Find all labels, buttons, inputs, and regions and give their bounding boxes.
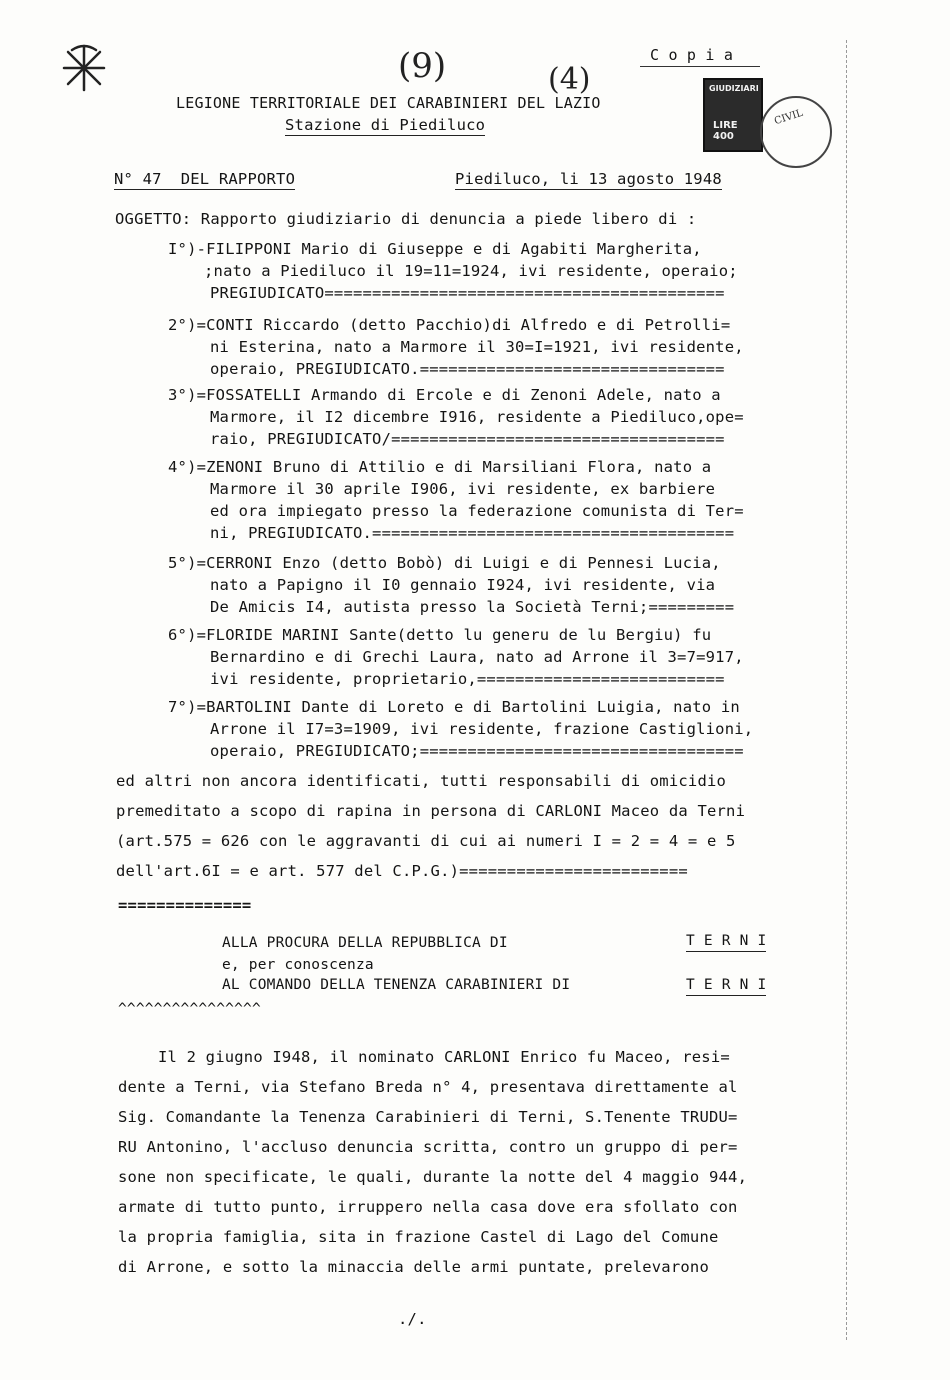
entry-line: De Amicis I4, autista presso la Società Terni;=========: [210, 598, 735, 616]
charge-line: premeditato a scopo di rapina in persona di CARLONI Maceo da Terni: [116, 802, 746, 820]
report-number: N° 47 DEL RAPPORTO: [114, 170, 296, 188]
entry-line: ni, PREGIUDICATO.======================================: [210, 524, 735, 542]
entry-line: ;nato a Piediluco il 19=11=1924, ivi residente, operaio;: [204, 262, 738, 280]
stamp-value: LIRE 400: [713, 120, 738, 142]
charge-end-rule: ==============: [118, 896, 252, 914]
body-line: Sig. Comandante la Tenenza Carabinieri di Terni, S.Tenente TRUDU=: [118, 1108, 738, 1126]
addressee-prosecutor: ALLA PROCURA DELLA REPUBBLICA DI: [222, 935, 508, 951]
entry-line: I°)-FILIPPONI Mario di Giuseppe e di Agabiti Margherita,: [168, 240, 702, 258]
entry-line: 5°)=CERRONI Enzo (detto Bobò) di Luigi e di Pennesi Lucia,: [168, 554, 721, 572]
continuation-mark: ./.: [398, 1310, 427, 1328]
entry-line: PREGIUDICATO==========================================: [210, 284, 725, 302]
charge-line: ed altri non ancora identificati, tutti responsabili di omicidio: [116, 772, 727, 790]
entry-line: ivi residente, proprietario,==========================: [210, 670, 725, 688]
report-place-date: Piediluco, li 13 agosto 1948: [455, 170, 722, 188]
entry-line: Marmore, il I2 dicembre I916, residente a Piediluco,ope=: [210, 408, 744, 426]
body-line: armate di tutto punto, irruppero nella casa dove era sfollato con: [118, 1198, 738, 1216]
entry-line: nato a Papigno il I0 gennaio I924, ivi residente, via: [210, 576, 716, 594]
asterisk-mark-icon: [58, 42, 110, 94]
addressee-city-1: T E R N I: [686, 932, 766, 952]
entry-line: 3°)=FOSSATELLI Armando di Ercole e di Zenoni Adele, nato a: [168, 386, 721, 404]
body-line: la propria famiglia, sita in frazione Castel di Lago del Comune: [118, 1228, 719, 1246]
body-line: Il 2 giugno I948, il nominato CARLONI Enrico fu Maceo, resi=: [158, 1048, 730, 1066]
copy-underline: [640, 66, 760, 67]
charge-line: dell'art.6I = e art. 577 del C.P.G.)========================: [116, 862, 688, 880]
stamp-text: GIUDIZIARI: [709, 84, 759, 93]
seal-text: CIVIL: [773, 107, 805, 128]
entry-line: operaio, PREGIUDICATO.================================: [210, 360, 725, 378]
entry-line: 2°)=CONTI Riccardo (detto Pacchio)di Alfredo e di Petrolli=: [168, 316, 731, 334]
addressee-command: AL COMANDO DELLA TENENZA CARABINIERI DI: [222, 977, 571, 993]
entry-line: ni Esterina, nato a Marmore il 30=I=1921, ivi residente,: [210, 338, 744, 356]
copy-label: C o p i a: [650, 46, 734, 64]
body-line: dente a Terni, via Stefano Breda n° 4, presentava direttamente al: [118, 1078, 738, 1096]
entry-line: operaio, PREGIUDICATO;==================================: [210, 742, 744, 760]
addressee-rule: ^^^^^^^^^^^^^^^^: [118, 1001, 261, 1017]
body-line: sone non specificate, le quali, durante la notte del 4 maggio 944,: [118, 1168, 748, 1186]
station-name: Stazione di Piediluco: [285, 116, 486, 134]
revenue-stamp: [703, 78, 763, 152]
entry-line: 4°)=ZENONI Bruno di Attilio e di Marsiliani Flora, nato a: [168, 458, 712, 476]
entry-line: ed ora impiegato presso la federazione comunista di Ter=: [210, 502, 744, 520]
circular-seal: [760, 96, 832, 168]
handwritten-number-left: (9): [398, 46, 447, 86]
entry-line: Marmore il 30 aprile I906, ivi residente, ex barbiere: [210, 480, 716, 498]
entry-line: Bernardino e di Grechi Laura, nato ad Arrone il 3=7=917,: [210, 648, 744, 666]
entry-line: 6°)=FLORIDE MARINI Sante(detto lu generu de lu Bergiu) fu: [168, 626, 712, 644]
body-line: di Arrone, e sotto la minaccia delle armi puntate, prelevarono: [118, 1258, 709, 1276]
addressee-city-2: T E R N I: [686, 976, 766, 996]
entry-line: Arrone il I7=3=1909, ivi residente, frazione Castiglioni,: [210, 720, 754, 738]
legion-title: LEGIONE TERRITORIALE DEI CARABINIERI DEL LAZIO: [176, 94, 601, 112]
subject-line: OGGETTO: Rapporto giudiziario di denuncia a piede libero di :: [115, 210, 697, 228]
handwritten-number-right: (4): [548, 62, 591, 97]
body-line: RU Antonino, l'accluso denuncia scritta, contro un gruppo di per=: [118, 1138, 738, 1156]
charge-line: (art.575 = 626 con le aggravanti di cui ai numeri I = 2 = 4 = e 5: [116, 832, 736, 850]
addressee-for-knowledge: e, per conoscenza: [222, 957, 374, 973]
right-margin-line: [846, 40, 847, 1340]
entry-line: 7°)=BARTOLINI Dante di Loreto e di Bartolini Luigia, nato in: [168, 698, 740, 716]
entry-line: raio, PREGIUDICATO/===================================: [210, 430, 725, 448]
